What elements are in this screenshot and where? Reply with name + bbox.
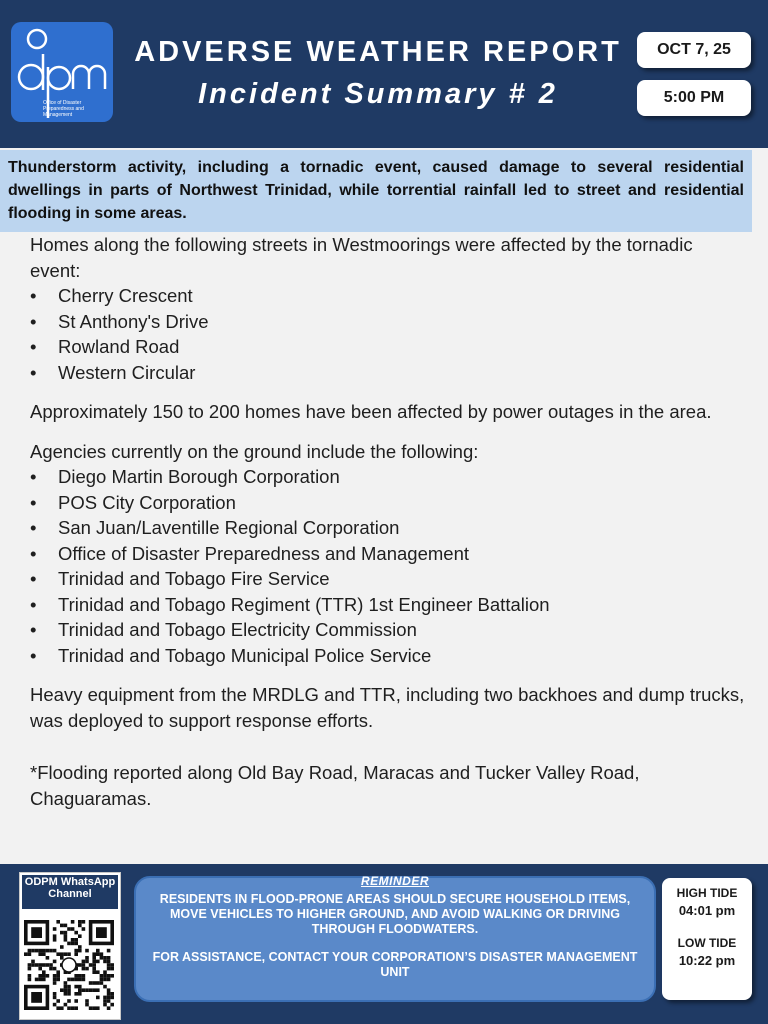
high-tide-label: HIGH TIDE [676, 886, 738, 900]
list-item: • POS City Corporation [30, 491, 236, 513]
reminder-box [134, 876, 656, 1002]
list-item: • Rowland Road [30, 336, 180, 357]
list-item: • Office of Disaster Preparedness and Management [30, 542, 469, 564]
reminder-text: RESIDENTS IN FLOOD-PRONE AREAS SHOULD SECURE HOUSEHOLD ITEMS, MOVE VEHICLES TO HIGHER GROUND, AND AVOID WALKING OR DRIVING THROUGH FLOODWATERS. [159, 892, 631, 936]
list-item: • Trinidad and Tobago Municipal Police Service [30, 644, 432, 666]
report-footer [0, 864, 768, 1024]
streets-list [30, 283, 745, 385]
low-tide-time: 10:22 pm [678, 953, 736, 968]
qr-label: ODPM WhatsApp Channel [20, 873, 120, 911]
report-title: ADVERSE WEATHER REPORT [134, 36, 622, 68]
whatsapp-qr-card[interactable] [19, 872, 121, 1020]
report-subtitle: Incident Summary # 2 [198, 78, 558, 110]
list-item: • San Juan/Laventille Regional Corporation [30, 517, 400, 538]
reminder-contact: FOR ASSISTANCE, CONTACT YOUR CORPORATION’S DISASTER MANAGEMENT UNIT [152, 950, 638, 979]
flooding-note: *Flooding reported along Old Bay Road, Maracas and Tucker Valley Road, Chaguaramas. [30, 762, 640, 809]
low-tide-label: LOW TIDE [677, 936, 737, 950]
report-date: OCT 7, 25 [637, 32, 751, 68]
report-header [0, 0, 768, 148]
report-time: 5:00 PM [637, 80, 751, 116]
agencies-intro: Agencies currently on the ground include the following: [30, 440, 479, 462]
logo-caption: Office of Disaster Preparedness and Management [43, 100, 84, 118]
equipment-note: Heavy equipment from the MRDLG and TTR, including two backhoes and dump trucks, was deployed to support response efforts. [30, 684, 745, 731]
intro-summary: Thunderstorm activity, including a tornadic event, caused damage to several residential dwellings in parts of Northwest Trinidad, while torrential rainfall led to street and residential flooding in some areas. [0, 150, 752, 232]
agencies-list [30, 464, 745, 668]
streets-intro: Homes along the following streets in Westmoorings were affected by the tornadic event: [30, 234, 693, 281]
list-item: • Trinidad and Tobago Electricity Commission [30, 619, 417, 640]
high-tide-time: 04:01 pm [678, 903, 736, 918]
report-body [30, 232, 745, 811]
tide-card [662, 878, 752, 1000]
list-item: • St Anthony's Drive [30, 310, 209, 332]
qr-code-icon[interactable] [24, 917, 116, 1015]
list-item: • Trinidad and Tobago Regiment (TTR) 1st Engineer Battalion [30, 593, 550, 615]
odpm-logo [11, 22, 113, 122]
list-item: • Trinidad and Tobago Fire Service [30, 568, 330, 589]
power-outage-note: Approximately 150 to 200 homes have been affected by power outages in the area. [30, 401, 712, 422]
list-item: • Diego Martin Borough Corporation [30, 466, 340, 487]
reminder-title: REMINDER [360, 874, 429, 888]
list-item: • Cherry Crescent [30, 285, 193, 306]
list-item: • Western Circular [30, 361, 196, 383]
